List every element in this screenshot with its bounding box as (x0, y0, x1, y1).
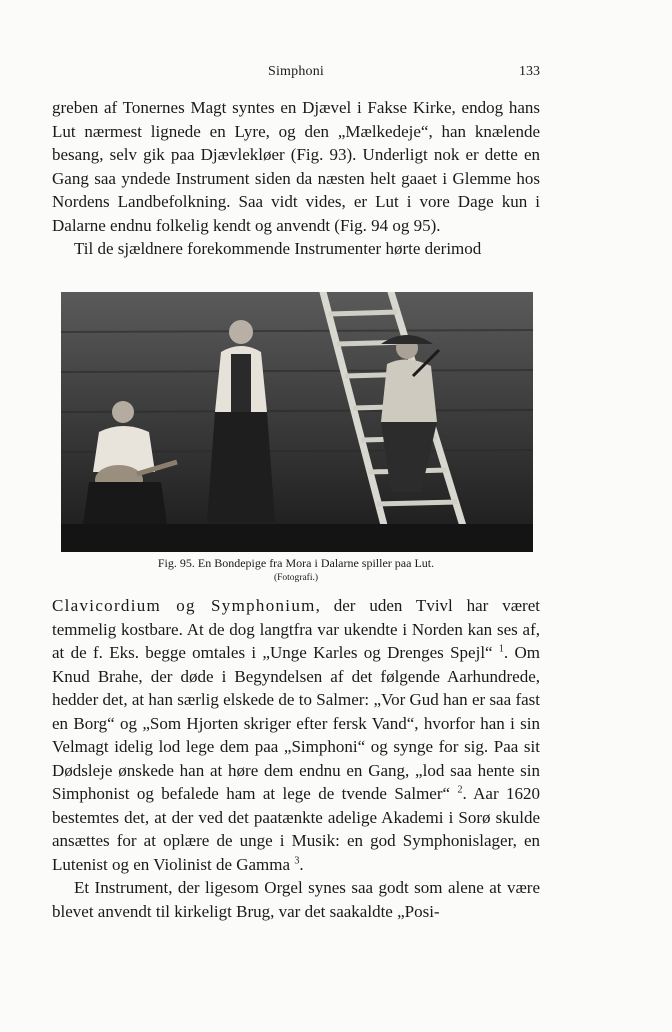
footnote-ref: 1 (498, 643, 504, 655)
paragraph (52, 594, 540, 876)
text-run: . Om Knud Brahe, der døde i Begyndelsen af det følgende Aarhundrede, hedder det, at han særlig elskede de to Salmer: „Vor Gud han er saa fast en Borg“ og „Som Hjorten skriger efter fersk Vand“, hvorfor han i sin Velmagt idelig lod lege dem paa „Simphoni“ og synge for sig. Paa sit Dødsleje ønskede han at høre dem endnu en Gang, „lod saa hente sin Simphonist og befalede ham at lege de tvende Salmer“ (52, 643, 540, 803)
figure-caption: Fig. 95. En Bondepige fra Mora i Dalarne spiller paa Lut. (157, 556, 435, 570)
photo-lute-players (61, 292, 533, 552)
figure-credit: (Fotografi.) (273, 573, 319, 583)
running-header (52, 64, 540, 84)
text-run: . (299, 854, 304, 874)
body-text-bottom (52, 594, 540, 923)
paragraph: Til de sjældnere forekommende Instrumenter hørte derimod (74, 239, 482, 258)
text-run: , der uden Tvivl har været temmelig kostbare. At de dog langtfra var ukendte i Norden kan ses af, at de f. Eks. begge omtales i „Unge Karles og Drenges Spejl“ (52, 596, 540, 662)
running-title: Simphoni (267, 64, 325, 79)
footnote-ref: 3 (294, 854, 300, 866)
body-text-top (52, 96, 540, 261)
page-number: 133 (519, 64, 540, 79)
text-run: . Aar 1620 bestemtes det, at der ved det paatænkte adelige Akademi i Sorø skulde ansættes for at oplære de unge i Musik: en god Symphonislager, en Lutenist og en Violinist de Gamma (52, 784, 541, 874)
photograph-figure (61, 292, 533, 552)
paragraph: greben af Tonernes Magt syntes en Djævel i Fakse Kirke, endog hans Lut nærmest lignede en Lyre, og den „Mælkedeje“, han knælende besang, selv gik paa Djævlekløer (Fig. 93). Underligt nok er dette en Gang saa yndede Instrument siden da næsten helt gaaet i Glemme hos Nordens Landbefolkning. Saa vidt vides, er Lut i vore Dage kun i Dalarne endnu folkelig kendt og anvendt (Fig. 94 og 95). (52, 98, 540, 235)
emphasized-terms: Clavicordium og Symphonium (52, 596, 316, 615)
paragraph: Et Instrument, der ligesom Orgel synes saa godt som alene at være blevet anvendt til kirkeligt Brug, var det saakaldte „Posi- (52, 878, 540, 921)
footnote-ref: 2 (457, 784, 463, 796)
